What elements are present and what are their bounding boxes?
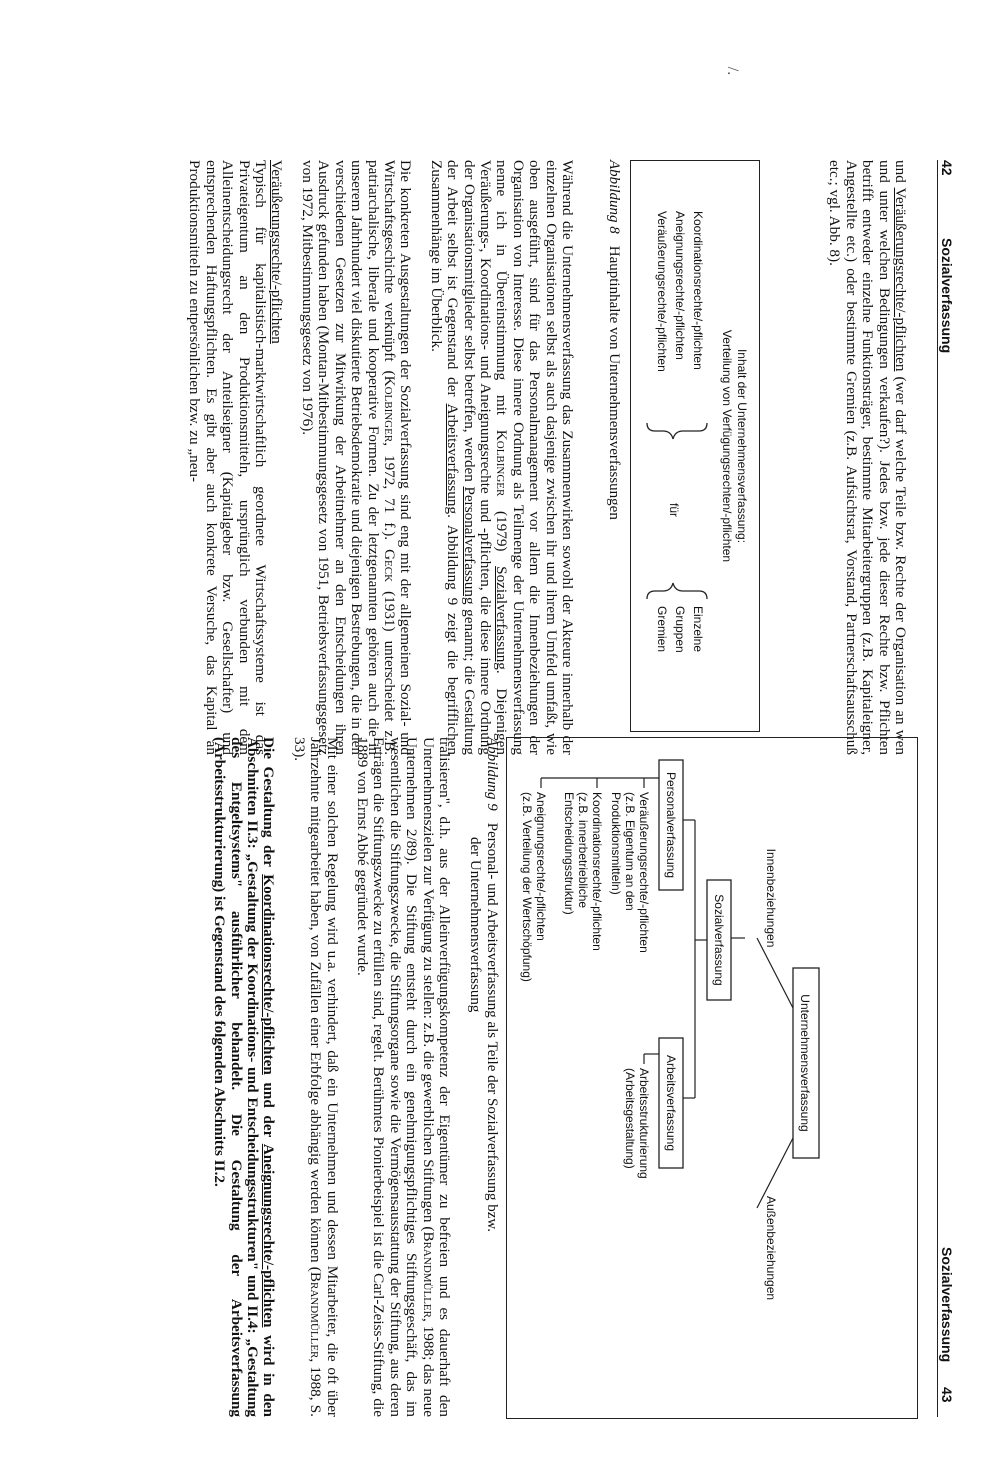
fig9-unternehmensverfassung: Unternehmensverfassung xyxy=(798,994,812,1132)
fig9-item-veraeusserung-ex2: Produktionsmitteln) xyxy=(609,792,623,895)
fig9-item-koordination-ex2: Entscheidungsstruktur) xyxy=(562,792,576,915)
left-body xyxy=(172,160,575,755)
figure-8-caption: Abbildung 8Hauptinhalte von Unternehmensverfassungen xyxy=(606,160,622,520)
paragraph-sozialverfassung: Während die Unternehmensverfassung das Zusammenwirken sowohl der Akteure innerhalb der einzelnen Organisationen selbst als auch dasjenige zwischen ihr und ihrem Umfeld umfaßt, wie oben ausgeführt, sind für das Personalmanagement vor allem die Innenbeziehungen der Organisation von Interesse. Diese innere Ordnung als Teilmenge der Unternehmensverfassung nenne ich in Übereinstimmung mit Kolbinger (1979) Sozialverfassung. Diejenigen Veräußerungs-, Koordinations- und Aneignungsrechte und -pflichten, die diese innere Ordnung der Organisationsmitglieder selbst betreffen, werden Personalverfassung genannt; die Gestaltung der Arbeit selbst ist Gegenstand der Arbeitsverfassung. Abbildung 9 zeigt die begrifflichen Zusammenhänge im Überblick. xyxy=(427,160,576,755)
running-head-left: Sozialverfassung xyxy=(939,238,955,354)
paragraph-gestaltung: Die Gestaltung der Koordinationsrechte/-pflichten und der Aneignungsrechte/-pflichten wird in den Abschnitten II.3: „Gestaltung der Koordinations- und Entscheidungsstrukturen" und II.4: „Gestaltung des Entgeltsystems" ausführlicher behandelt. Die Gestaltung der Arbeitsverfassung (Arbeitsstrukturierung) ist Gegenstand des folgenden Abschnitts II.2. xyxy=(211,737,278,1417)
fig9-item-arbeitsgestaltung: (Arbeitsgestaltung) xyxy=(623,1068,637,1169)
page-number-left: 42 xyxy=(939,160,955,176)
fig9-item-aneignung: Aneignungsrechte/-pflichten xyxy=(534,792,548,941)
left-intro-paragraph: und Veräußerungsrechte/-pflichten (wer darf welche Teile bzw. Rechte der Organisation an wen und unter welchen Bedingungen verkaufen?). Jedes bzw. jede dieser Rechte bzw. Pflichten betrifft entweder einzelne Funktionsträger, bestimmte Mitarbeitergruppen (z.B. Kapitaleigner, Angestellte etc.) oder bestimmte Gremien (z.B. Aufsichtsrat, Vorstand, Partnerschaftsausschuß etc.; vgl. Abb. 8). xyxy=(826,160,909,756)
fig9-personalverfassung: Personalverfassung xyxy=(664,771,678,879)
figure-8-box xyxy=(630,160,760,732)
paragraph-regelung: Mit einer solchen Regelung wird u.a. verhindert, daß ein Unternehmen und dessen Mitarbeiter, die oft über Jahrzehnte mitgearbeitet haben, von Zufällen einer Erbfolge abhängig werden können (Brandmüller, 1988, S. 33). xyxy=(290,737,341,1417)
right-aneignung: Aneignungsrechte/-pflichten xyxy=(673,211,687,360)
fig9-aussenbeziehungen: Außenbeziehungen xyxy=(764,1195,778,1301)
fig9-item-koordination: Koordinationsrechte/-pflichten xyxy=(590,792,604,951)
figure-8-title: Inhalt der Unternehmensverfassung: Verteilung von Verfügungsrechten/-pflichten xyxy=(720,329,749,563)
paragraph-privateigentum: Typisch für kapitalistisch-marktwirtschaftlich geordnete Wirtschaftssysteme ist das Privateigentum an den Produktionsmitteln, ursprünglich verbunden mit dem Alleinentscheidungsrecht der Anteilseigner (Kapitalgeber bzw. Gesellschafter) und entsprechenden Haftungspflichten. Es gibt aber auch konkrete Versuche, das Kapital an Produktionsmitteln zu entpersönlichen bzw. zu „neu- xyxy=(186,160,270,755)
right-veraeusserung: Veräußerungsrechte/-pflichten xyxy=(655,211,669,372)
fig9-item-veraeusserung-ex1: (z.B. Eigentum an den xyxy=(623,792,637,911)
fig9-item-koordination-ex1: (z.B. innerbetriebliche xyxy=(576,792,590,909)
figure-8-connector: für xyxy=(667,503,681,518)
paragraph-ausgestaltungen: Die konkreten Ausgestaltungen der Sozialverfassung sind eng mit der allgemeinen Sozial- und Wirtschaftsgeschichte verknüpft (Kolbinger, 1972, 71 f.). Geck (1931) unterscheidet z.B. patriarchalische, liberale und kooperative Formen. Zu der letztgenannten gehören auch die in unserem Jahrhundert viel diskutierte Betriebsdemokratie und diejenigen Bestrebungen, die in den verschiedenen Gesetzen zur Mitwirkung der Arbeitnehmer an den Entscheidungen ihren Ausdruck gefunden haben (Montan-Mitbestimmungsgesetz von 1951, Betriebsverfassungsgesetz von 1972, Mitbestimmungsgesetz von 1976). xyxy=(298,160,415,756)
figure-8-targets xyxy=(653,606,707,653)
fig9-innenbeziehungen: Innenbeziehungen xyxy=(764,848,778,948)
page-number-right: 43 xyxy=(939,1387,955,1403)
header-rule-right xyxy=(937,737,938,1417)
fig9-item-arbeitsstrukturierung: Arbeitsstrukturierung xyxy=(637,1068,651,1179)
right-page xyxy=(0,737,1000,1474)
target-gremien: Gremien xyxy=(655,606,669,653)
paragraph-stiftungen: tralisieren", d.h. aus der Alleinverfügungskompetenz der Eigentümer zu befreien und es dauerhaft den Unternehmenszielen zur Verfügung zu stellen: z.B. die gewerblichen Stiftungen (Brandmüller, 1988; das neue Unternehmen 2/89). Die Stiftung entsteht durch ein genehmigungspflichtiges Stiftungsgeschäft, das im wesentlichen die Stiftungszwecke, die Stiftungsorgane sowie die Vermögensausstattung der Stiftung, aus deren Erträgen die Stiftungszwecke zu erfüllen sind, regelt. Berühmtes Pionierbeispiel ist die Carl-Zeiss-Stiftung, die 1889 von Ernst Abbé gegründet wurde. xyxy=(353,737,453,1417)
section-heading-veraeusserung: Veräußerungsrechte/-pflichten xyxy=(268,160,286,344)
fig9-arbeitsverfassung: Arbeitsverfassung xyxy=(664,1054,678,1152)
stray-pen-mark: /. xyxy=(724,66,742,76)
fig9-item-veraeusserung: Veräußerungsrechte/-pflichten xyxy=(637,792,651,953)
running-head-right: Sozialverfassung xyxy=(939,1247,955,1363)
target-gruppen: Gruppen xyxy=(673,606,687,653)
figure-9-diagram xyxy=(507,738,917,1418)
figure-9-caption: Abbildung 9Personal- und Arbeitsverfassung als Teile der Sozialverfassung bzw. der Unternehmensverfassung xyxy=(467,737,500,1233)
fig9-item-aneignung-ex1: (z.B. Verteilung der Wertschöpfung) xyxy=(520,792,534,982)
fig9-sozialverfassung: Sozialverfassung xyxy=(712,894,726,986)
right-body xyxy=(197,737,452,1417)
term-veraeusserungsrechte: Veräußerungsrechte/-pflichten xyxy=(892,187,909,372)
target-einzelne: Einzelne xyxy=(691,606,705,653)
figure-9-box xyxy=(506,737,918,1419)
header-rule-left xyxy=(937,160,938,755)
right-koordination: Koordinationsrechte/-pflichten xyxy=(691,211,705,370)
